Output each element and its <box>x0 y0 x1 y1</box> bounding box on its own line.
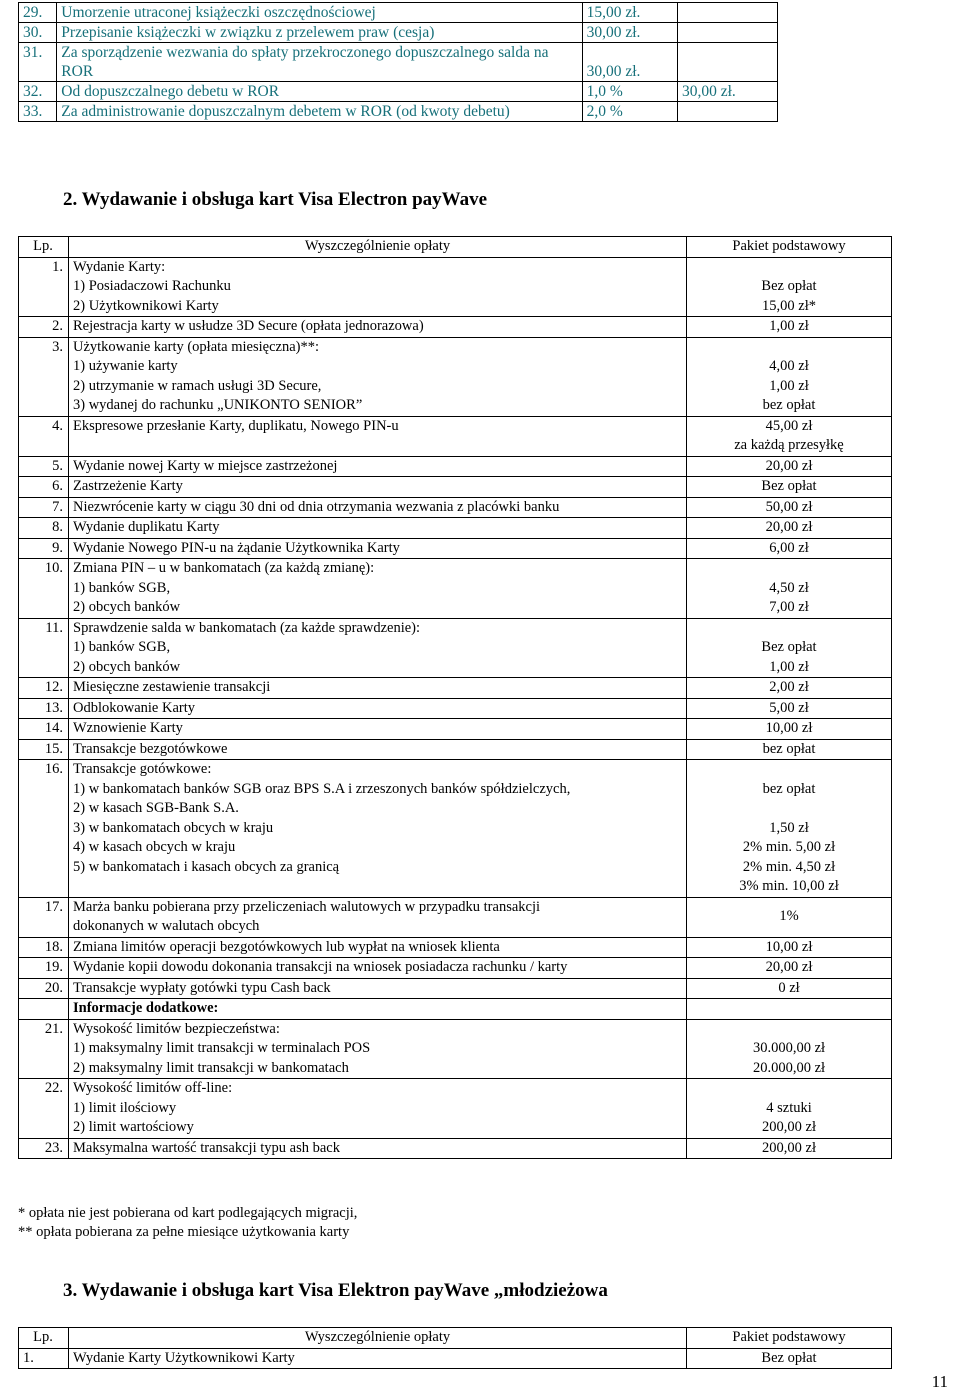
val-line: 20,00 zł <box>765 959 813 975</box>
cell-v2 <box>677 3 777 23</box>
table-row <box>19 3 778 23</box>
youth-card-fee-table <box>18 1327 892 1369</box>
desc-line: Wysokość limitów off-line: <box>73 1080 233 1096</box>
val-line <box>691 999 887 1019</box>
val-line: za każdą przesyłkę <box>734 437 844 453</box>
cell-v1: 2,0 % <box>582 102 677 122</box>
row-desc <box>69 999 687 1020</box>
desc-line <box>73 436 682 456</box>
footnote-2: ** opłata pobierana za pełne miesiące użytkowania karty <box>18 1224 350 1240</box>
table-row <box>19 760 892 898</box>
row-val <box>687 337 892 416</box>
table-row <box>19 456 892 477</box>
row-desc <box>69 559 687 619</box>
row-val <box>687 678 892 699</box>
row-desc <box>69 618 687 678</box>
row-val: Bez opłat <box>687 1348 892 1369</box>
desc-line: 2) maksymalny limit transakcji w bankomatach <box>73 1059 349 1076</box>
table-row <box>19 897 892 937</box>
val-line <box>691 338 887 358</box>
row-lp: 5. <box>19 456 69 477</box>
row-val <box>687 739 892 760</box>
row-val <box>687 477 892 498</box>
cell-num: 33. <box>19 102 57 122</box>
row-desc <box>69 678 687 699</box>
row-val <box>687 719 892 740</box>
table-row <box>19 937 892 958</box>
desc-line: Zmiana PIN – u w bankomatach (za każdą zmianę): <box>73 560 375 576</box>
val-line: Bez opłat <box>761 478 817 494</box>
table-row <box>19 698 892 719</box>
table-row <box>19 518 892 539</box>
row-lp: 22. <box>19 1079 69 1139</box>
row-lp: 20. <box>19 978 69 999</box>
val-line: 200,00 zł <box>762 1139 816 1156</box>
row-val <box>687 257 892 317</box>
table-row <box>19 1138 892 1159</box>
val-line: 1,00 zł <box>769 318 809 334</box>
cell-v1: 30,00 zł. <box>582 23 677 43</box>
val-line: 10,00 zł <box>765 720 813 736</box>
table-row <box>19 719 892 740</box>
row-val <box>687 456 892 477</box>
val-line: bez opłat <box>762 397 816 413</box>
desc-line: 2) Użytkownikowi Karty <box>73 297 219 314</box>
row-val <box>687 958 892 979</box>
row-val <box>687 698 892 719</box>
desc-line: 2) obcych banków <box>73 658 181 675</box>
row-lp: 10. <box>19 559 69 619</box>
row-desc <box>69 538 687 559</box>
val-line: 1,50 zł <box>769 819 809 836</box>
desc-line: Miesięczne zestawienie transakcji <box>73 679 271 695</box>
table-header <box>19 1328 892 1349</box>
desc-line: 2) limit wartościowy <box>73 1119 194 1135</box>
cell-v1: 30,00 zł. <box>582 43 677 82</box>
cell-v2 <box>677 23 777 43</box>
val-line: 2% min. 4,50 zł <box>742 858 836 875</box>
row-lp: 15. <box>19 739 69 760</box>
val-line: 0 zł <box>778 979 800 996</box>
desc-line: Marża banku pobierana przy przeliczeniach walutowych w przypadku transakcji <box>73 898 541 915</box>
desc-line: 2) utrzymanie w ramach usługi 3D Secure, <box>73 377 322 394</box>
page-number: 11 <box>931 1372 948 1391</box>
header-lp: Lp. <box>19 237 69 258</box>
row-desc <box>69 257 687 317</box>
val-line <box>691 619 887 639</box>
row-desc <box>69 719 687 740</box>
desc-line: Maksymalna wartość transakcji typu ash back <box>73 1139 340 1156</box>
val-line: 4,00 zł <box>769 358 809 374</box>
desc-line: 3) wydanej do rachunku „UNIKONTO SENIOR” <box>73 397 363 413</box>
val-line: 15,00 zł* <box>762 297 816 314</box>
header-val: Pakiet podstawowy <box>687 1328 892 1349</box>
row-desc <box>69 897 687 937</box>
val-line <box>691 799 887 819</box>
row-desc <box>69 760 687 898</box>
row-desc <box>69 317 687 338</box>
table-row <box>19 1079 892 1139</box>
val-line: 20.000,00 zł <box>752 1059 826 1076</box>
desc-line: Transakcje wypłaty gotówki typu Cash back <box>73 979 331 996</box>
table-row <box>19 559 892 619</box>
desc-line: Zastrzeżenie Karty <box>73 478 183 494</box>
val-line <box>691 559 887 579</box>
row-val <box>687 937 892 958</box>
row-desc <box>69 416 687 456</box>
row-lp: 19. <box>19 958 69 979</box>
desc-line <box>73 877 682 897</box>
desc-line: Wydanie duplikatu Karty <box>73 519 220 535</box>
cell-v2 <box>677 43 777 82</box>
val-line: 200,00 zł <box>762 1119 816 1135</box>
row-lp <box>19 999 69 1020</box>
row-val <box>687 538 892 559</box>
val-line: 10,00 zł <box>765 938 813 955</box>
row-val <box>687 1138 892 1159</box>
row-desc <box>69 456 687 477</box>
val-line: 4,50 zł <box>769 579 809 596</box>
desc-line: Wydanie nowej Karty w miejsce zastrzeżonej <box>73 457 338 474</box>
desc-line: Wydanie Karty: <box>73 258 166 275</box>
val-line <box>691 258 887 278</box>
desc-line: 1) używanie karty <box>73 358 178 374</box>
val-line: 20,00 zł <box>765 519 813 535</box>
row-desc <box>69 1019 687 1079</box>
desc-line: Niezwrócenie karty w ciągu 30 dni od dnia otrzymania wezwania z placówki banku <box>73 498 560 515</box>
val-line: 50,00 zł <box>765 498 813 515</box>
val-line: Bez opłat <box>761 278 817 294</box>
val-line: Bez opłat <box>761 639 817 655</box>
top-fee-table <box>18 2 778 122</box>
table-row <box>19 43 778 82</box>
row-lp: 3. <box>19 337 69 416</box>
cell-desc: Za administrowanie dopuszczalnym debetem w ROR (od kwoty debetu) <box>57 102 582 122</box>
row-val <box>687 497 892 518</box>
row-val <box>687 317 892 338</box>
cell-desc: Za sporządzenie wezwania do spłaty przekroczonego dopuszczalnego salda na ROR <box>57 43 582 82</box>
cell-v1: 1,0 % <box>582 82 677 102</box>
table-row <box>19 1019 892 1079</box>
row-desc <box>69 1079 687 1139</box>
desc-line: 3) w bankomatach obcych w kraju <box>73 819 274 836</box>
val-line: 20,00 zł <box>765 457 813 474</box>
desc-line: Transakcje bezgotówkowe <box>73 740 228 757</box>
val-line <box>691 1079 887 1099</box>
desc-line: 1) maksymalny limit transakcji w terminalach POS <box>73 1040 371 1056</box>
row-val <box>687 559 892 619</box>
table-row <box>19 337 892 416</box>
table-row <box>19 1348 892 1369</box>
table-row <box>19 538 892 559</box>
desc-line: Wysokość limitów bezpieczeństwa: <box>73 1020 280 1037</box>
card-fee-table <box>18 236 892 1159</box>
row-val <box>687 618 892 678</box>
table-row <box>19 416 892 456</box>
row-val <box>687 897 892 937</box>
table-row <box>19 477 892 498</box>
table-row <box>19 317 892 338</box>
row-lp: 12. <box>19 678 69 699</box>
section-2-title: 2. Wydawanie i obsługa kart Visa Electron payWave <box>63 189 488 210</box>
row-desc: Wydanie Karty Użytkownikowi Karty <box>69 1348 687 1369</box>
row-lp: 1. <box>19 257 69 317</box>
row-desc <box>69 1138 687 1159</box>
table-row <box>19 82 778 102</box>
desc-line: 1) Posiadaczowi Rachunku <box>73 278 231 294</box>
table-row <box>19 978 892 999</box>
desc-line: 1) w bankomatach banków SGB oraz BPS S.A i zrzeszonych banków spółdzielczych, <box>73 780 571 797</box>
desc-line: Wydanie Nowego PIN-u na żądanie Użytkownika Karty <box>73 539 400 556</box>
row-lp: 6. <box>19 477 69 498</box>
row-desc <box>69 337 687 416</box>
val-line: 1% <box>779 908 799 925</box>
row-lp: 8. <box>19 518 69 539</box>
row-desc <box>69 698 687 719</box>
table-row <box>19 739 892 760</box>
cell-v2: 30,00 zł. <box>677 82 777 102</box>
desc-line: 1) banków SGB, <box>73 579 171 596</box>
table-row <box>19 678 892 699</box>
desc-line: dokonanych w walutach obcych <box>73 918 260 934</box>
row-val <box>687 416 892 456</box>
row-val <box>687 1079 892 1139</box>
val-line: 6,00 zł <box>769 539 809 556</box>
cell-num: 29. <box>19 3 57 23</box>
row-lp: 13. <box>19 698 69 719</box>
row-lp: 23. <box>19 1138 69 1159</box>
val-line: 5,00 zł <box>769 699 809 716</box>
desc-line: Sprawdzenie salda w bankomatach (za każde sprawdzenie): <box>73 619 421 636</box>
table-header <box>19 237 892 258</box>
row-desc <box>69 477 687 498</box>
cell-v2 <box>677 102 777 122</box>
footnote-1: * opłata nie jest pobierana od kart podlegających migracji, <box>18 1205 358 1221</box>
desc-line: Transakcje gotówkowe: <box>73 761 212 777</box>
val-line: 3% min. 10,00 zł <box>739 878 839 894</box>
row-desc <box>69 958 687 979</box>
table-row <box>19 257 892 317</box>
val-line: 1,00 zł <box>769 658 809 675</box>
desc-line: Wznowienie Karty <box>73 720 183 736</box>
desc-line: Użytkowanie karty (opłata miesięczna)**: <box>73 338 319 355</box>
desc-line: 5) w bankomatach i kasach obcych za granicą <box>73 858 340 875</box>
table-row <box>19 618 892 678</box>
desc-line: Zmiana limitów operacji bezgotówkowych lub wypłat na wniosek klienta <box>73 938 500 955</box>
desc-line: 1) banków SGB, <box>73 639 171 655</box>
row-lp: 1. <box>19 1348 69 1369</box>
val-line <box>691 1020 887 1040</box>
desc-line: Informacje dodatkowe: <box>73 1000 219 1016</box>
val-line: 2,00 zł <box>769 679 809 695</box>
val-line: 4 sztuki <box>766 1099 812 1116</box>
row-lp: 16. <box>19 760 69 898</box>
header-val: Pakiet podstawowy <box>687 237 892 258</box>
table-row <box>19 958 892 979</box>
desc-line: 2) obcych banków <box>73 599 181 615</box>
desc-line: 4) w kasach obcych w kraju <box>73 839 236 855</box>
row-lp: 4. <box>19 416 69 456</box>
cell-desc: Umorzenie utraconej książeczki oszczędnościowej <box>57 3 582 23</box>
section-3-title: 3. Wydawanie i obsługa kart Visa Elektron payWave „młodzieżowa <box>63 1280 608 1301</box>
table-row <box>19 102 778 122</box>
desc-line: Wydanie kopii dowodu dokonania transakcji na wniosek posiadacza rachunku / karty <box>73 959 568 975</box>
val-line: 45,00 zł <box>765 417 813 434</box>
val-line <box>691 760 887 780</box>
row-lp: 11. <box>19 618 69 678</box>
row-desc <box>69 739 687 760</box>
val-line: 30.000,00 zł <box>752 1040 826 1056</box>
row-desc <box>69 518 687 539</box>
cell-num: 31. <box>19 43 57 82</box>
table-row <box>19 23 778 43</box>
row-lp: 18. <box>19 937 69 958</box>
desc-line: Odblokowanie Karty <box>73 699 196 716</box>
desc-line: 1) limit ilościowy <box>73 1099 177 1116</box>
desc-line: 2) w kasach SGB-Bank S.A. <box>73 800 239 816</box>
row-desc <box>69 497 687 518</box>
header-desc: Wyszczególnienie opłaty <box>69 237 687 258</box>
header-lp: Lp. <box>19 1328 69 1349</box>
desc-line: Ekspresowe przesłanie Karty, duplikatu, Nowego PIN-u <box>73 417 399 434</box>
row-lp: 7. <box>19 497 69 518</box>
cell-v1: 15,00 zł. <box>582 3 677 23</box>
row-desc <box>69 937 687 958</box>
cell-num: 32. <box>19 82 57 102</box>
cell-desc: Przepisanie książeczki w związku z przelewem praw (cesja) <box>57 23 582 43</box>
cell-desc: Od dopuszczalnego debetu w ROR <box>57 82 582 102</box>
header-desc: Wyszczególnienie opłaty <box>69 1328 687 1349</box>
row-desc <box>69 978 687 999</box>
cell-num: 30. <box>19 23 57 43</box>
row-lp: 21. <box>19 1019 69 1079</box>
row-lp: 2. <box>19 317 69 338</box>
table-row <box>19 497 892 518</box>
row-lp: 9. <box>19 538 69 559</box>
row-val <box>687 518 892 539</box>
val-line: bez opłat <box>762 740 816 757</box>
table-row <box>19 999 892 1020</box>
val-line: bez opłat <box>762 780 816 797</box>
row-val <box>687 760 892 898</box>
val-line: 2% min. 5,00 zł <box>742 839 836 855</box>
row-lp: 14. <box>19 719 69 740</box>
row-val <box>687 999 892 1020</box>
row-lp: 17. <box>19 897 69 937</box>
val-line: 7,00 zł <box>769 599 809 615</box>
row-val <box>687 978 892 999</box>
val-line: 1,00 zł <box>769 377 809 394</box>
desc-line: Rejestracja karty w usłudze 3D Secure (opłata jednorazowa) <box>73 318 424 334</box>
row-val <box>687 1019 892 1079</box>
